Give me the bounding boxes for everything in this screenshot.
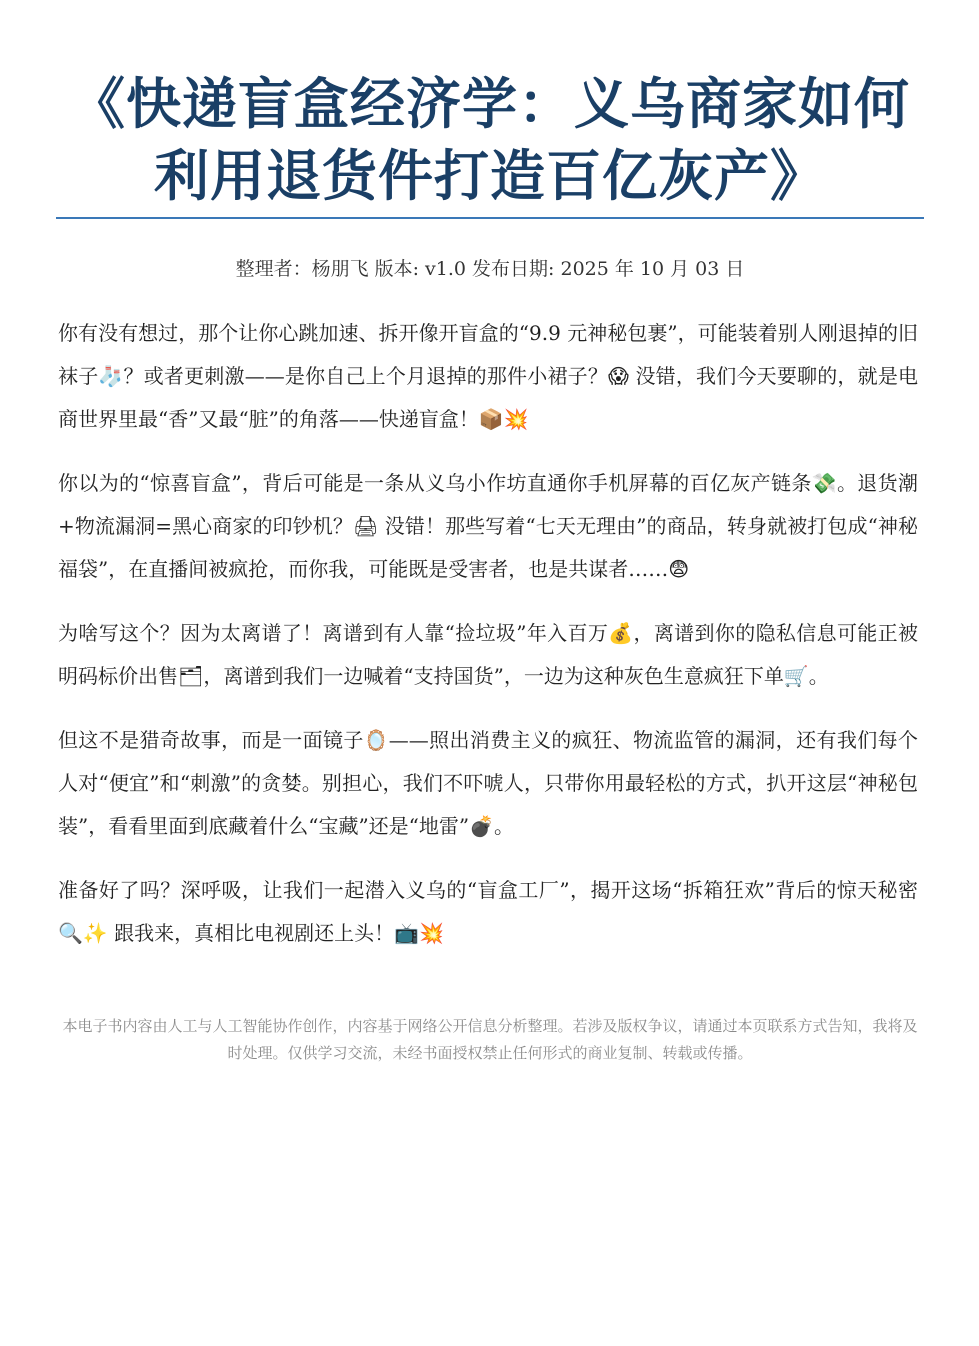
socks-icon: 🧦: [98, 364, 124, 388]
money-bag-icon: 💰: [608, 621, 634, 645]
package-icon: 📦: [478, 407, 504, 431]
title-divider: [56, 217, 924, 219]
magnifier-icon: 🔍: [58, 921, 83, 945]
text-run: ，离谱到你的隐私信息可能正被明码标价出售: [58, 621, 919, 688]
screaming-face-icon: 😱: [608, 364, 629, 388]
text-run: 没错！那些写着“七天无理由”的商品，转身就被打包成“神秘福袋”，在直播间被疯抢，而你我，可能既是受害者，也是共谋者……: [58, 514, 919, 581]
money-wings-icon: 💸: [811, 471, 837, 495]
text-run: 。退货潮+物流漏洞=黑心商家的印钞机？: [58, 471, 919, 538]
paragraph-2: [58, 462, 918, 591]
text-run: ，离谱到我们一边喊着“支持国货”，一边为这种灰色生意疯狂下单: [203, 664, 784, 688]
text-run: 你以为的“惊喜盲盒”，背后可能是一条从义乌小作坊直通你手机屏幕的百亿灰产链条: [58, 471, 812, 495]
paragraph-3: [58, 612, 918, 698]
file-dividers-icon: 🗂: [178, 664, 204, 688]
text-run: 。: [494, 814, 515, 838]
paragraph-1: [58, 312, 918, 441]
television-icon: 📺: [394, 921, 420, 945]
body-text: [58, 312, 918, 976]
text-run: 准备好了吗？深呼吸，让我们一起潜入义乌的“盲盒工厂”，揭开这场“拆箱狂欢”背后的惊天秘密: [58, 878, 918, 902]
text-run: 你有没有想过，那个让你心跳加速、拆开像开盲盒的“9.9 元神秘包裹”，可能装着别人刚退掉的旧袜子: [58, 321, 918, 388]
paragraph-5: [58, 869, 918, 955]
mirror-icon: 🪞: [363, 728, 389, 752]
text-run: 。: [808, 664, 829, 688]
text-run: ？或者更刺激——是你自己上个月退掉的那件小裙子？: [123, 364, 609, 388]
text-run: 为啥写这个？因为太离谱了！离谱到有人靠“捡垃圾”年入百万: [58, 621, 609, 645]
page-title: 《快递盲盒经济学：义乌商家如何利用退货件打造百亿灰产》: [69, 72, 910, 208]
shopping-cart-icon: 🛒: [783, 664, 809, 688]
text-run: ——照出消费主义的疯狂、物流监管的漏洞，还有我们每个人对“便宜”和“刺激”的贪婪。别担心，我们不吓唬人，只带你用最轻松的方式，扒开这层“神秘包装”，看看里面到底藏着什么“宝藏”还是“地雷”: [58, 728, 919, 838]
sparkles-icon: ✨: [82, 921, 108, 945]
printer-icon: 🖨: [352, 514, 379, 538]
paragraph-4: [58, 719, 918, 848]
text-run: 但这不是猎奇故事，而是一面镜子: [58, 728, 364, 752]
collision-icon: 💥: [503, 407, 529, 431]
collision-icon: 💥: [419, 921, 444, 945]
copyright-notice: 本电子书内容由人工与人工智能协作创作，内容基于网络公开信息分析整理。若涉及版权争议，请通过本页联系方式告知，我将及时处理。仅供学习交流，未经书面授权禁止任何形式的商业复制、转载或传播。: [62, 1017, 918, 1062]
text-run: 跟我来，真相比电视剧还上头！: [107, 921, 395, 945]
fearful-face-icon: 😨: [668, 557, 690, 581]
meta-line: 整理者：杨朋飞 版本: v1.0 发布日期: 2025 年 10 月 03 日: [235, 258, 745, 280]
bomb-icon: 💣: [469, 814, 495, 838]
text-run: 没错，我们今天要聊的，就是电商世界里最“香”又最“脏”的角落——快递盲盒！: [58, 364, 919, 431]
